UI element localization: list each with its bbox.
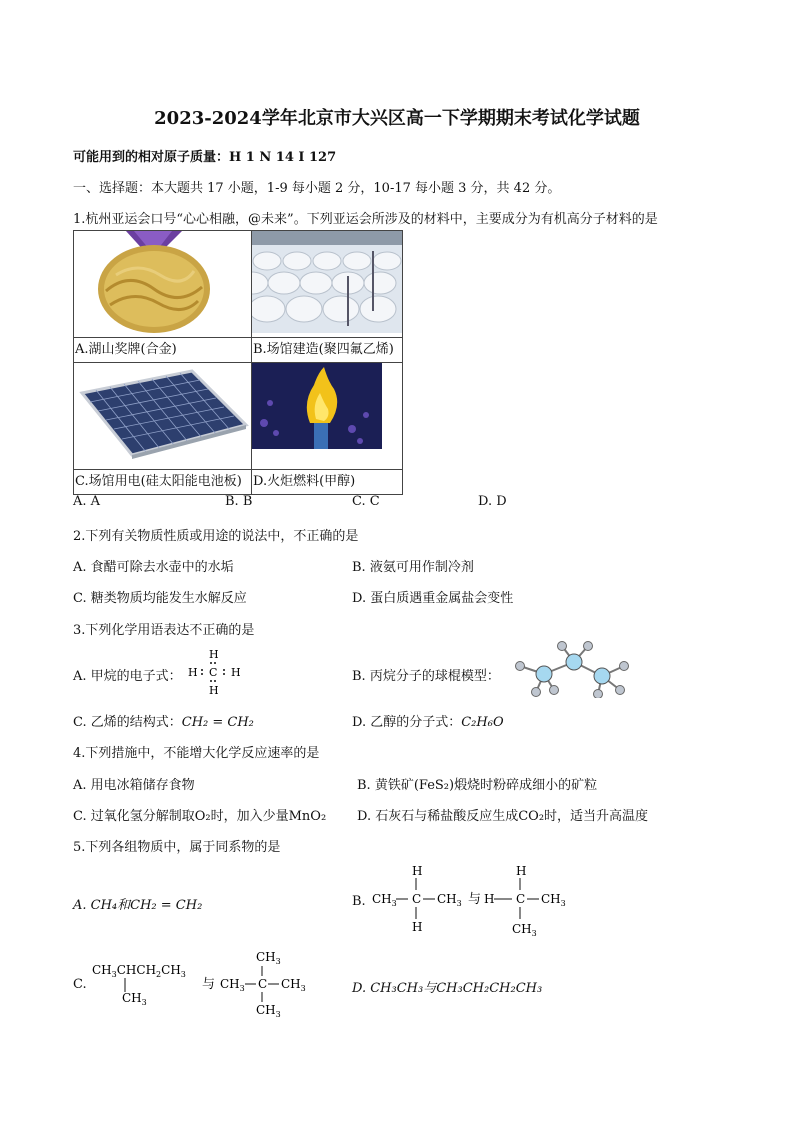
q1-option-a: A. A xyxy=(73,494,101,509)
h-left: H xyxy=(188,666,198,679)
h-top: H xyxy=(209,648,219,661)
q5-option-c-label: C. xyxy=(73,977,87,992)
c1-main-ch: CH xyxy=(92,963,112,977)
q1-caption-b: B.场馆建造(聚四氟乙烯) xyxy=(252,338,403,363)
b1-ch3-left-sub: 3 xyxy=(391,899,397,908)
b-yu: 与 xyxy=(468,892,482,907)
c2-left-sub: 3 xyxy=(239,984,245,993)
ethylene-formula: CH₂ = CH₂ xyxy=(181,715,254,730)
c1-main xyxy=(92,963,186,979)
ethanol-formula: C₂H₆O xyxy=(461,715,504,730)
h-bottom: H xyxy=(209,684,219,697)
q3-option-d xyxy=(352,711,504,730)
medal-image xyxy=(74,231,251,333)
q2-option-b: B. 液氨可用作制冷剂 xyxy=(352,560,474,575)
q4-option-b: B. 黄铁矿(FeS₂)煅烧时粉碎成细小的矿粒 xyxy=(357,778,598,793)
c2-top xyxy=(256,950,281,966)
q4-option-c: C. 过氧化氢分解制取O₂时，加入少量MnO₂ xyxy=(73,809,327,824)
c-center: C xyxy=(209,666,218,679)
propane-ball-stick-model xyxy=(510,640,630,698)
section-heading: 一、选择题：本大题共 17 小题，1-9 每小题 2 分，10-17 每小题 3 分，共 42 分。 xyxy=(73,181,561,196)
c1-branch-text: CH xyxy=(122,991,142,1005)
q4-stem: 4.下列措施中，不能增大化学反应速率的是 xyxy=(73,746,320,761)
c2-top-sub: 3 xyxy=(275,957,281,966)
b1-ch3-right-text: CH xyxy=(437,892,457,906)
b1-h-bottom: H xyxy=(412,920,423,934)
medal-image-cell xyxy=(74,231,252,338)
c1-main-ch2: CH xyxy=(161,963,181,977)
q1-caption-c: C.场馆用电(硅太阳能电池板) xyxy=(74,470,252,495)
stadium-image xyxy=(252,231,402,333)
b2-ch3-right xyxy=(541,892,566,908)
q5-option-c-structures xyxy=(90,946,310,1022)
c1-main-sub3: 3 xyxy=(180,970,186,979)
b2-h-top: H xyxy=(516,864,527,878)
torch-image xyxy=(252,363,402,465)
q1-option-c: C. C xyxy=(352,494,380,509)
q1-caption-a: A.湖山奖牌(合金) xyxy=(74,338,252,363)
c2-bottom-text: CH xyxy=(256,1003,276,1017)
b1-ch3-left xyxy=(372,892,397,908)
q2-stem: 2.下列有关物质性质或用途的说法中，不正确的是 xyxy=(73,529,359,544)
c2-left xyxy=(220,977,245,993)
q5-stem: 5.下列各组物质中，属于同系物的是 xyxy=(73,840,281,855)
c-yu: 与 xyxy=(202,977,216,992)
b1-ch3-right xyxy=(437,892,462,908)
c2-bottom xyxy=(256,1003,281,1019)
c2-bottom-sub: 3 xyxy=(275,1010,281,1019)
c2-c: C xyxy=(258,977,268,991)
b2-ch3-bottom xyxy=(512,922,537,938)
b1-ch3-left-text: CH xyxy=(372,892,392,906)
q3-option-c xyxy=(73,711,254,730)
b2-ch3-right-text: CH xyxy=(541,892,561,906)
solar-panel-image xyxy=(74,363,251,465)
h-right: H xyxy=(231,666,241,679)
q1-option-b: B. B xyxy=(225,494,253,509)
q5-option-d: D. CH₃CH₃与CH₃CH₂CH₂CH₃ xyxy=(352,981,543,996)
c2-right-sub: 3 xyxy=(300,984,306,993)
q4-option-a: A. 用电冰箱储存食物 xyxy=(73,778,195,793)
c2-right xyxy=(281,977,306,993)
q1-caption-d: D.火炬燃料(甲醇) xyxy=(252,470,403,495)
c1-branch xyxy=(122,991,147,1007)
q2-option-c: C. 糖类物质均能发生水解反应 xyxy=(73,591,247,606)
b1-ch3-right-sub: 3 xyxy=(456,899,462,908)
c2-right-text: CH xyxy=(281,977,301,991)
c1-branch-sub: 3 xyxy=(141,998,147,1007)
q1-stem: 1.杭州亚运会口号“心心相融，@未来”。下列亚运会所涉及的材料中，主要成分为有机高分子材料的是 xyxy=(73,212,658,227)
atomic-masses: 可能用到的相对原子质量：H 1 N 14 I 127 xyxy=(73,150,337,165)
solar-image-cell xyxy=(74,363,252,470)
b1-c: C xyxy=(412,892,422,906)
c1-main-sub2: 2 xyxy=(156,970,162,979)
stadium-image-cell xyxy=(252,231,403,338)
q5-option-b-structures xyxy=(372,862,572,942)
c2-left-text: CH xyxy=(220,977,240,991)
q2-option-d: D. 蛋白质遇重金属盐会变性 xyxy=(352,591,514,606)
q3-option-d-label: D. 乙醇的分子式： xyxy=(352,715,462,730)
c1-main-chch: CHCH xyxy=(116,963,157,977)
b2-ch3-right-sub: 3 xyxy=(560,899,566,908)
q3-option-a: A. 甲烷的电子式： xyxy=(73,669,182,684)
b2-ch3-bottom-text: CH xyxy=(512,922,532,936)
q5-option-a: A. CH₄和CH₂ = CH₂ xyxy=(73,898,203,913)
b2-c: C xyxy=(516,892,526,906)
q5-option-b-label: B. xyxy=(352,894,366,909)
c2-top-text: CH xyxy=(256,950,276,964)
q1-option-d: D. D xyxy=(478,494,507,509)
q4-option-d: D. 石灰石与稀盐酸反应生成CO₂时，适当升高温度 xyxy=(357,809,649,824)
b1-h-top: H xyxy=(412,864,423,878)
c1-main-sub1: 3 xyxy=(111,970,117,979)
b2-h-left: H xyxy=(484,892,495,906)
torch-image-cell xyxy=(252,363,403,470)
page-title: 2023-2024学年北京市大兴区高一下学期期末考试化学试题 xyxy=(154,108,640,129)
q3-option-b: B. 丙烷分子的球棍模型： xyxy=(352,669,500,684)
q1-table xyxy=(73,230,403,495)
q2-option-a: A. 食醋可除去水壶中的水垢 xyxy=(73,560,234,575)
q3-option-c-label: C. 乙烯的结构式： xyxy=(73,715,182,730)
q3-stem: 3.下列化学用语表达不正确的是 xyxy=(73,623,255,638)
b2-ch3-bottom-sub: 3 xyxy=(531,929,537,938)
methane-electron-formula xyxy=(183,646,245,700)
